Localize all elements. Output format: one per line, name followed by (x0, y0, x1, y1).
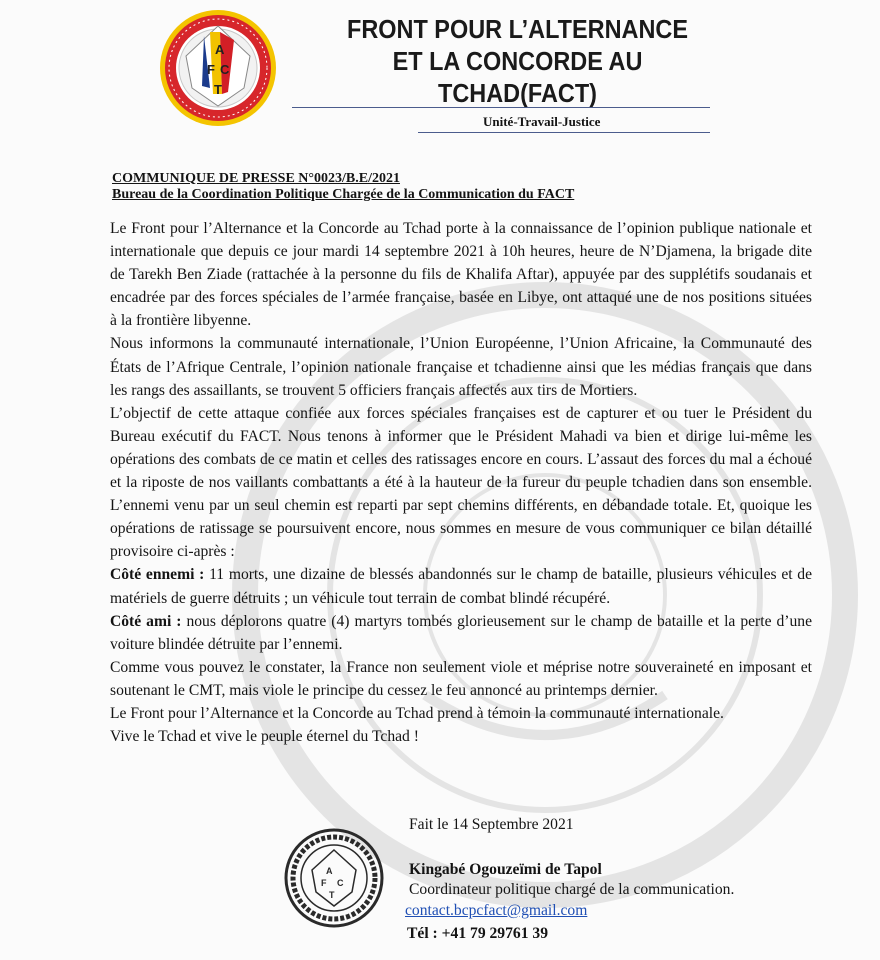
friendly-side-text: nous déplorons quatre (4) martyrs tombés glorieusement sur le champ de bataille et la perte d’une voiture blindée détruite par l’ennemi. (110, 612, 812, 653)
header-rule (418, 132, 710, 133)
paragraph: Comme vous pouvez le constater, la France non seulement viole et méprise notre souveraineté en imposant et soutenant le CMT, mais viole le principe du cessez le feu annoncé au printemps dernier. (110, 658, 812, 699)
svg-text:F: F (321, 878, 327, 888)
logo-letter: C (220, 62, 230, 77)
paragraph: Le Front pour l’Alternance et la Concorde au Tchad prend à témoin la communauté internationale. (110, 704, 724, 722)
communique-number: COMMUNIQUE DE PRESSE N°0023/B.E/2021 (112, 171, 400, 186)
paragraph: Vive le Tchad et vive le peuple éternel du Tchad ! (110, 728, 419, 746)
motto: Unité-Travail-Justice (483, 114, 601, 129)
svg-text:T: T (329, 890, 335, 900)
office-stamp (282, 826, 386, 930)
communique-body (110, 217, 812, 748)
paragraph: Le Front pour l’Alternance et la Concorde au Tchad porte à la connaissance de l’opinion publique nationale et internationale que depuis ce jour mardi 14 septembre 2021 à 10h heures, heure de N’Djamena, la brigade dite de Tarekh Ben Ziade (rattachée à la personne du fils de Khalifa Aftar), appuyée par des supplétifs soudanais et encadrée par des forces spéciales de l’armée française, basée en Libye, ont attaqué une de nos positions situées à la frontière libyenne. (110, 220, 812, 330)
svg-text:C: C (337, 878, 344, 888)
title-line: ET LA CONCORDE AU (392, 48, 643, 76)
communique-office: Bureau de la Coordination Politique Chargée de la Communication du FACT (112, 187, 575, 202)
header-rule (292, 107, 710, 108)
enemy-side-label: Côté ennemi : (110, 566, 205, 584)
paragraph (110, 610, 812, 656)
logo-letter: T (214, 82, 222, 97)
title-line: FRONT POUR L’ALTERNANCE (346, 16, 689, 44)
paragraph: Nous informons la communauté internationale, l’Union Européenne, l’Union Africaine, la Communauté des États de l’Afrique Centrale, l’opinion nationale française et tchadienne ainsi que les médias français que dans les rangs des assaillants, se trouvent 5 officiers français affectés aux tirs de Mortiers. (110, 335, 812, 399)
signatory-name: Kingabé Ogouzeïmi de Tapol (409, 861, 602, 878)
paragraph: L’objectif de cette attaque confiée aux forces spéciales françaises est de capturer et ou tuer le Président du Bureau exécutif du FACT. Nous tenons à informer que le Président Mahadi va bien et dirige lui-même les opérations des combats de ce matin et celles des ratissages encore en cours. L’assaut des forces du mal a échoué et la riposte de nos vaillants combattants a été à la hauteur de la fureur du peuple tchadien dans son ensemble. L’ennemi venu par un seul chemin est reparti par sept chemins différents, en débandade totale. Et, quoique les opérations de ratissage se poursuivent encore, nous sommes en mesure de vous communiquer ce bilan détaillé provisoire ci-après : (110, 404, 812, 561)
svg-text:A: A (326, 866, 333, 876)
paragraph (110, 563, 812, 609)
fact-logo (158, 8, 278, 128)
enemy-side-text: 11 morts, une dizaine de blessés abandonnés sur le champ de bataille, plusieurs véhicules et de matériels de guerre détruits ; un véhicule tout terrain de combat blindé récupéré. (110, 566, 813, 607)
organization-title (317, 14, 717, 110)
contact-email-link[interactable]: contact.bcpcfact@gmail.com (405, 902, 588, 919)
title-line: TCHAD(FACT) (438, 80, 597, 108)
logo-letter: F (207, 62, 215, 77)
signature-date: Fait le 14 Septembre 2021 (409, 816, 574, 833)
logo-letter: A (215, 42, 225, 57)
signatory-role: Coordinateur politique chargé de la communication. (409, 881, 735, 898)
friendly-side-label: Côté ami : (110, 612, 182, 630)
contact-phone: Tél : +41 79 29761 39 (407, 925, 548, 942)
